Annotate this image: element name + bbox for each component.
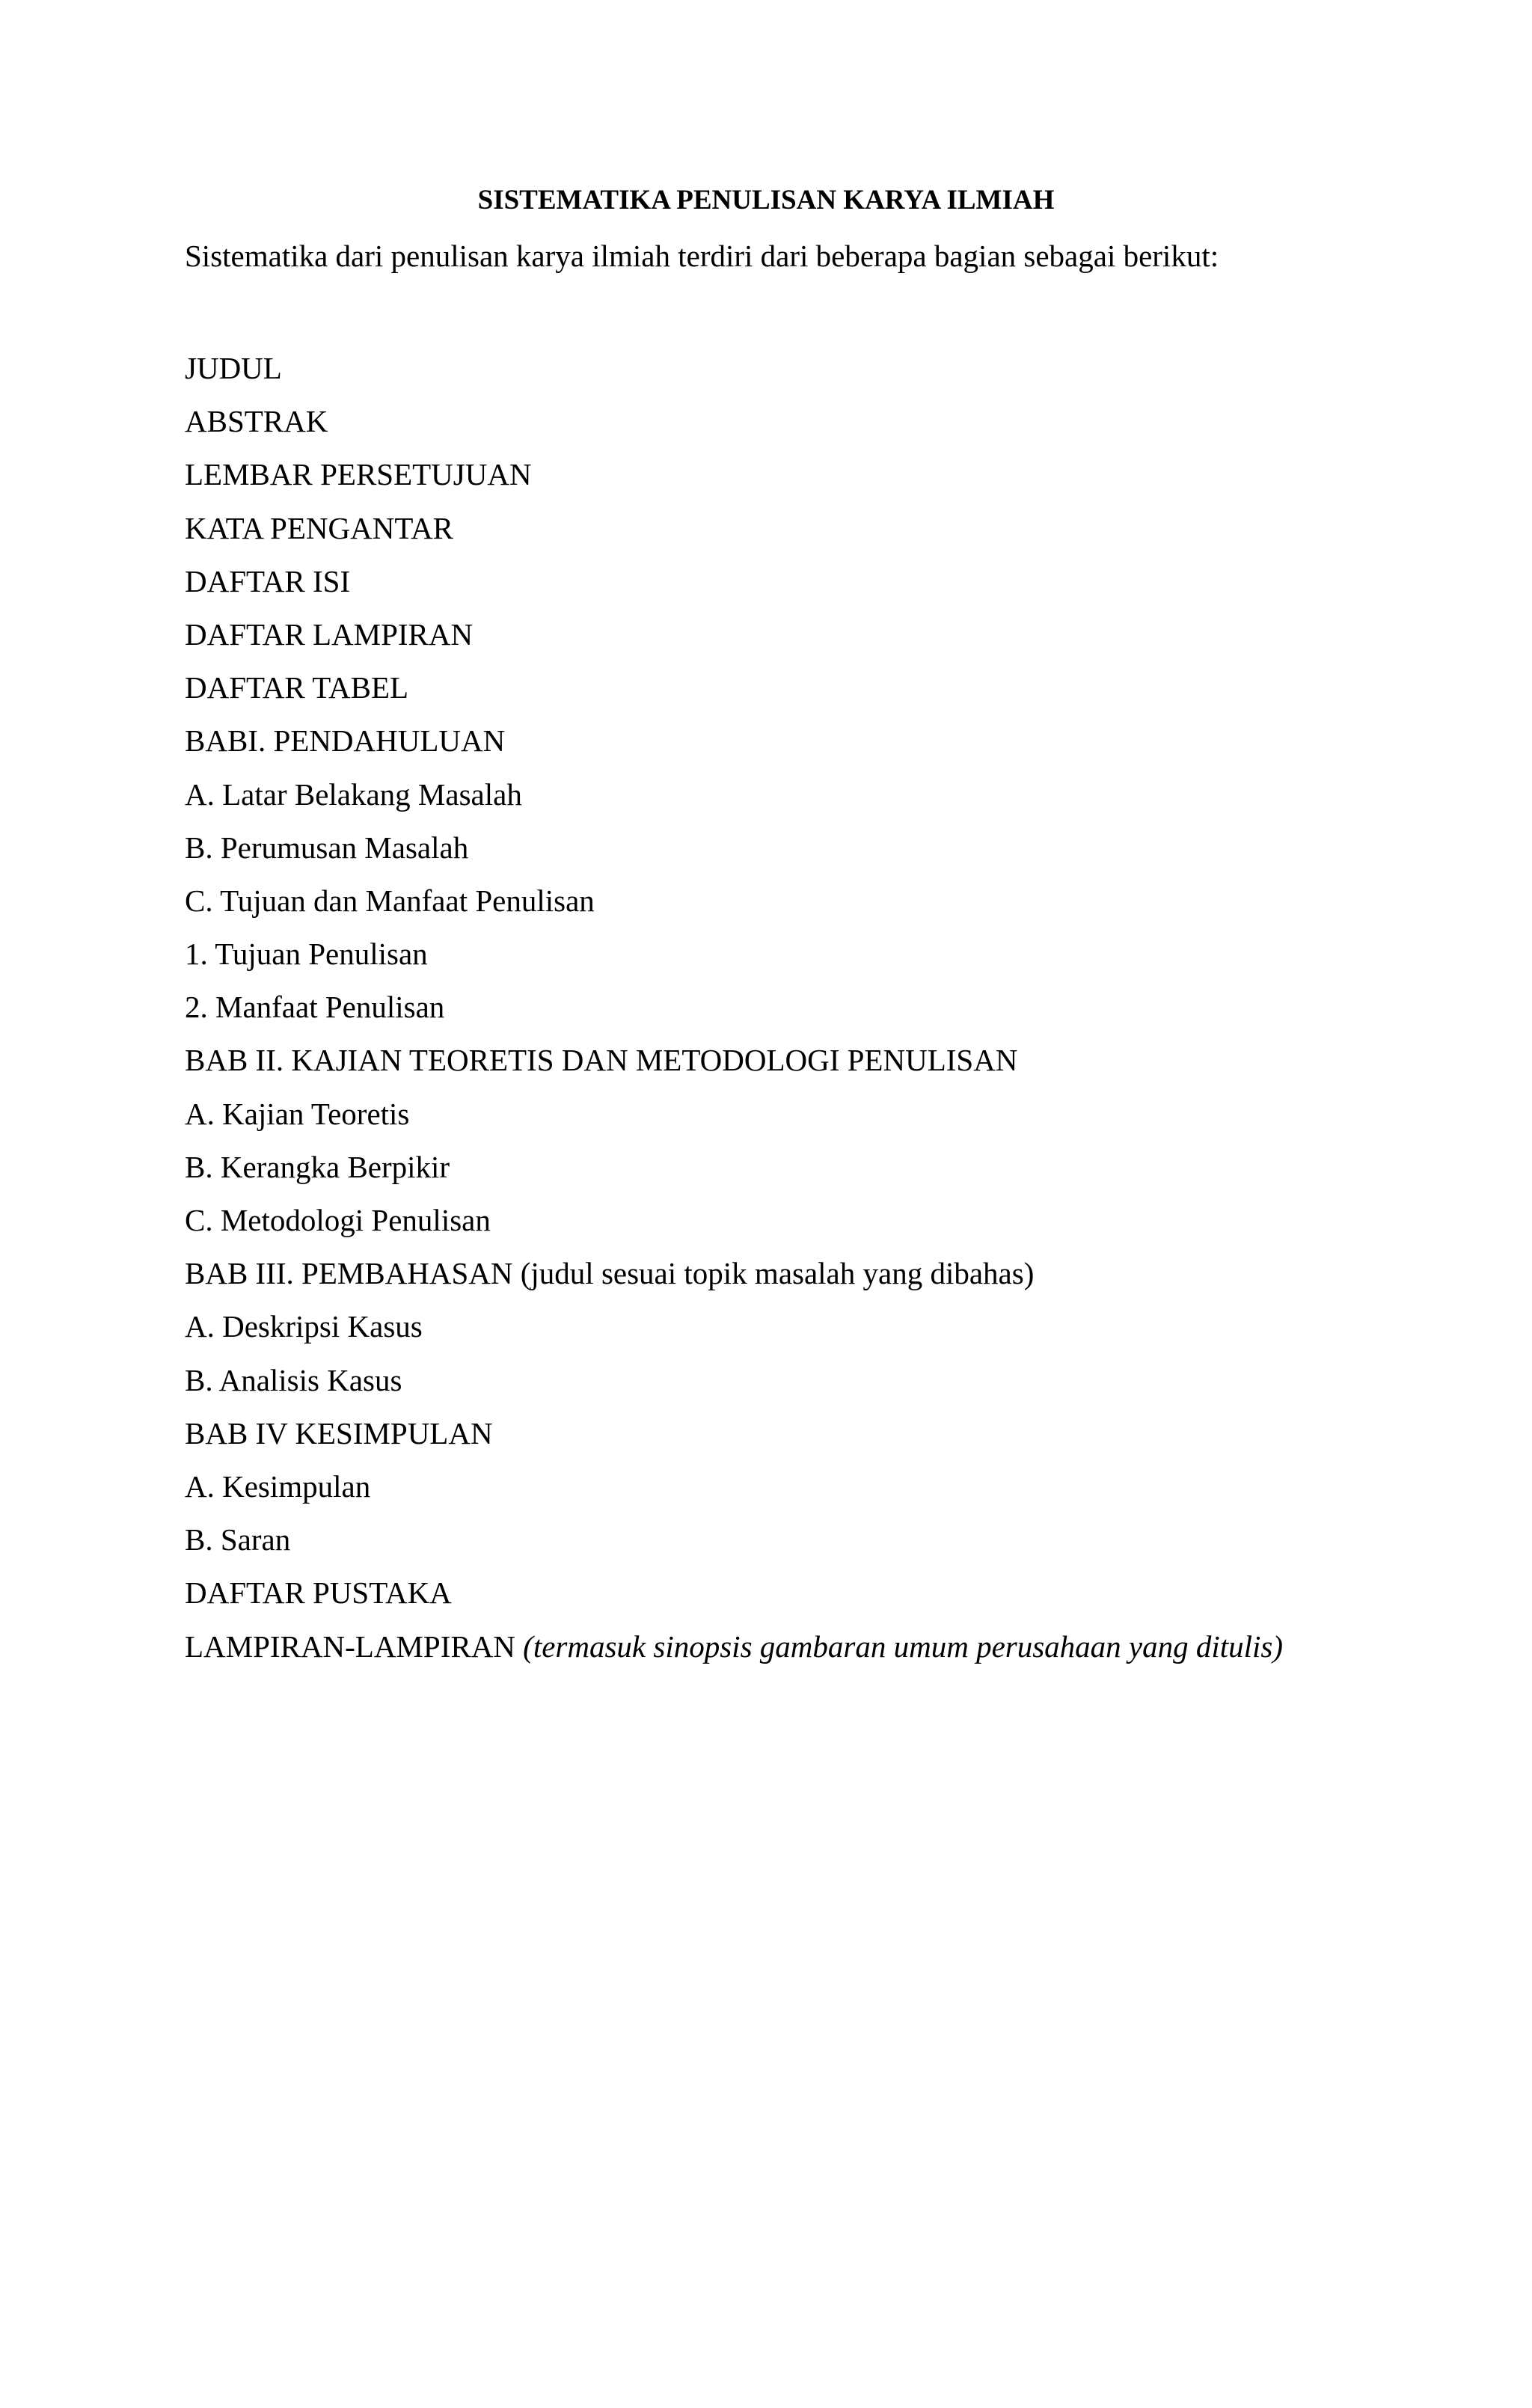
list-item: A. Latar Belakang Masalah (185, 776, 522, 812)
list-item: B. Analisis Kasus (185, 1362, 402, 1397)
list-item: ABSTRAK (185, 404, 328, 439)
list-item: B. Kerangka Berpikir (185, 1149, 450, 1184)
list-item: KATA PENGANTAR (185, 510, 454, 545)
list-item: DAFTAR LAMPIRAN (185, 616, 474, 652)
intro-paragraph: Sistematika dari penulisan karya ilmiah terdiri dari beberapa bagian sebagai berikut: (185, 239, 1219, 273)
list-item: BABI. PENDAHULUAN (185, 723, 506, 759)
list-item: LEMBAR PERSETUJUAN (185, 457, 532, 492)
lampiran-label: LAMPIRAN-LAMPIRAN (185, 1629, 515, 1664)
list-item: B. Perumusan Masalah (185, 830, 469, 865)
list-item: A. Deskripsi Kasus (185, 1309, 423, 1344)
list-item: C. Metodologi Penulisan (185, 1203, 491, 1237)
list-item: BAB II. KAJIAN TEORETIS DAN METODOLOGI PENULISAN (185, 1043, 1018, 1078)
page-title: SISTEMATIKA PENULISAN KARYA ILMIAH (477, 185, 1055, 215)
list-item: B. Saran (185, 1522, 291, 1557)
list-item-lampiran (185, 1620, 1283, 1673)
lampiran-note: (termasuk sinopsis gambaran umum perusahaan yang ditulis) (523, 1629, 1284, 1664)
list-item: BAB III. PEMBAHASAN (judul sesuai topik masalah yang dibahas) (185, 1256, 1035, 1291)
list-item: BAB IV KESIMPULAN (185, 1415, 493, 1450)
list-item: DAFTAR ISI (185, 563, 351, 598)
list-item: JUDUL (185, 351, 282, 385)
list-item: DAFTAR PUSTAKA (185, 1575, 452, 1611)
list-item: 1. Tujuan Penulisan (185, 937, 428, 972)
list-item: 2. Manfaat Penulisan (185, 990, 445, 1025)
list-item: A. Kesimpulan (185, 1468, 371, 1504)
list-item: C. Tujuan dan Manfaat Penulisan (185, 883, 595, 918)
outline-list (185, 342, 1283, 1673)
list-item: DAFTAR TABEL (185, 670, 409, 705)
list-item: A. Kajian Teoretis (185, 1096, 410, 1131)
